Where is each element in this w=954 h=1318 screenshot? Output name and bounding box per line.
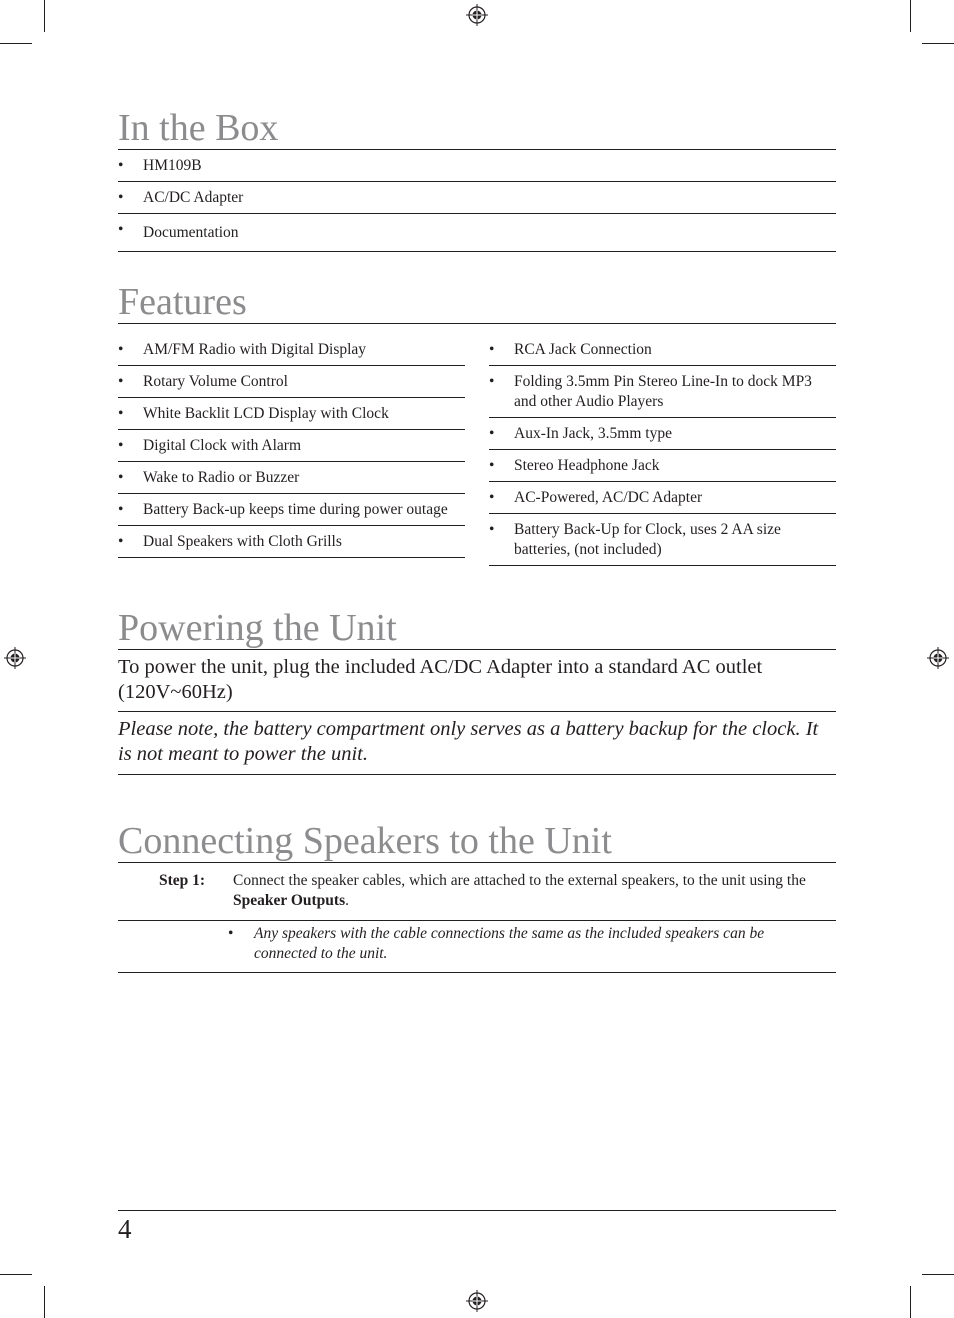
list-item-text: Documentation [143,224,239,241]
list-item [118,526,465,558]
features-left-list [118,334,465,566]
powering-note: Please note, the battery compartment only serves as a battery backup for the clock. It is not meant to power the unit. [118,712,836,775]
bullet: • [489,489,495,506]
list-item [118,398,465,430]
bullet: • [489,521,495,538]
list-item-text: AM/FM Radio with Digital Display [143,341,367,358]
step-row [118,863,836,921]
registration-mark-icon [466,4,488,26]
registration-mark-icon [927,647,949,669]
footer-rule [118,1210,836,1211]
list-item [118,182,836,214]
bullet: • [489,373,495,390]
list-item [118,150,836,182]
list-item-text: Wake to Radio or Buzzer [143,469,300,486]
step-text-bold: Speaker Outputs [233,892,346,909]
features-columns [118,334,836,566]
page-content [118,108,836,973]
connecting-section [118,821,836,973]
list-item-text: RCA Jack Connection [514,341,652,358]
crop-mark [910,1286,911,1318]
bullet: • [118,501,124,518]
list-item-text: White Backlit LCD Display with Clock [143,405,389,422]
crop-mark [910,0,911,32]
list-item [118,214,836,252]
bullet: • [228,925,234,942]
list-item [489,366,836,418]
powering-heading: Powering the Unit [118,608,836,650]
features-heading: Features [118,282,836,324]
bullet: • [118,437,124,454]
in-the-box-list [118,150,836,252]
bullet: • [118,189,124,206]
bullet: • [118,469,124,486]
bullet: • [118,405,124,422]
step-label: Step 1: [159,872,206,889]
bullet: • [489,457,495,474]
step-text [233,871,836,911]
list-item [489,418,836,450]
crop-mark [44,1286,45,1318]
list-item-text: Stereo Headphone Jack [514,457,660,474]
list-item-text: Aux-In Jack, 3.5mm type [514,425,672,442]
list-item [118,366,465,398]
features-section [118,282,836,566]
list-item-text: Digital Clock with Alarm [143,437,301,454]
list-item [118,462,465,494]
list-item [489,334,836,366]
in-the-box-section [118,108,836,252]
step-sub-note [118,921,836,973]
crop-mark [0,1274,32,1275]
bullet: • [118,533,124,550]
powering-text: To power the unit, plug the included AC/DC Adapter into a standard AC outlet (120V~60Hz) [118,650,836,712]
step-text-before: Connect the speaker cables, which are attached to the external speakers, to the unit using the [233,872,806,889]
crop-mark [922,43,954,44]
list-item-text: AC-Powered, AC/DC Adapter [514,489,703,506]
list-item [489,450,836,482]
list-item [489,514,836,566]
sub-note-text: Any speakers with the cable connections the same as the included speakers can be connected to the unit. [254,925,765,962]
connecting-heading: Connecting Speakers to the Unit [118,821,836,863]
crop-mark [0,43,32,44]
page-number: 4 [118,1214,132,1244]
step-text-after: . [345,892,349,909]
in-the-box-heading: In the Box [118,108,836,150]
list-item [118,334,465,366]
list-item-text: Rotary Volume Control [143,373,288,390]
crop-mark [922,1274,954,1275]
list-item-text: Battery Back-up keeps time during power outage [143,501,448,518]
bullet: • [118,373,124,390]
list-item-text: HM109B [143,157,202,174]
list-item-text: AC/DC Adapter [143,189,244,206]
bullet: • [118,221,124,238]
crop-mark [44,0,45,32]
bullet: • [118,341,124,358]
list-item [118,430,465,462]
bullet: • [489,341,495,358]
registration-mark-icon [466,1290,488,1312]
registration-mark-icon [4,647,26,669]
list-item [489,482,836,514]
bullet: • [118,157,124,174]
list-item-text: Dual Speakers with Cloth Grills [143,533,342,550]
features-right-list [489,334,836,566]
list-item-text: Battery Back-Up for Clock, uses 2 AA size batteries, (not included) [514,521,781,558]
bullet: • [489,425,495,442]
powering-section [118,608,836,775]
list-item [118,494,465,526]
list-item-text: Folding 3.5mm Pin Stereo Line-In to dock MP3 and other Audio Players [514,373,812,410]
